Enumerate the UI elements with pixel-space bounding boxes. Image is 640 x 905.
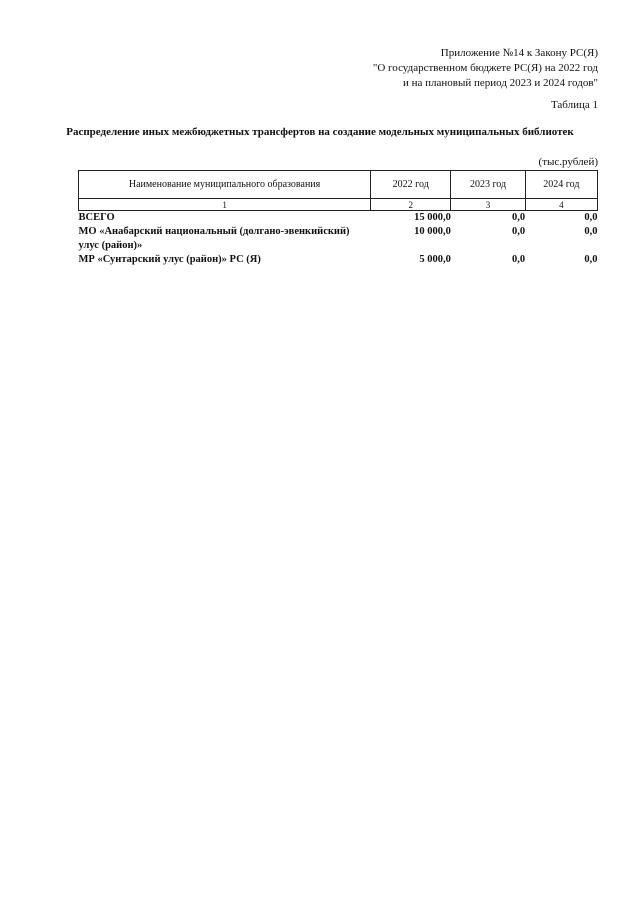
value-2024: 0,0 bbox=[584, 226, 598, 237]
column-header-2023: 2023 год bbox=[451, 171, 525, 199]
header-line-2: "О государственном бюджете РС(Я) на 2022 год bbox=[372, 62, 598, 74]
law-annex-header bbox=[373, 46, 598, 91]
column-number-2: 2 bbox=[371, 199, 451, 211]
column-number-row bbox=[79, 199, 598, 211]
value-2022: 5 000,0 bbox=[419, 254, 451, 265]
value-2023: 0,0 bbox=[512, 226, 526, 237]
column-header-name: Наименование муниципального образования bbox=[79, 171, 371, 199]
value-2022: 10 000,0 bbox=[414, 226, 451, 237]
value-2024: 0,0 bbox=[584, 212, 598, 223]
value-2024: 0,0 bbox=[584, 254, 598, 265]
row-name: ВСЕГО bbox=[78, 212, 115, 223]
header-line-3: и на плановый период 2023 и 2024 годов" bbox=[402, 77, 598, 89]
value-2022: 15 000,0 bbox=[414, 212, 451, 223]
document-title: Распределение иных межбюджетных трансфертов на создание модельных муниципальных библиотек bbox=[66, 126, 574, 138]
table-number: Таблица 1 bbox=[550, 99, 598, 111]
units-label: (тыс.рублей) bbox=[538, 156, 598, 168]
value-2023: 0,0 bbox=[512, 254, 526, 265]
table-row-suntar bbox=[79, 253, 598, 267]
column-number-4: 4 bbox=[525, 199, 597, 211]
header-line-1: Приложение №14 к Закону РС(Я) bbox=[440, 47, 598, 59]
table-header-row bbox=[79, 171, 598, 199]
row-name: МО «Анабарский национальный (долгано-эвенкийский) улус (район)» bbox=[78, 226, 350, 251]
value-2023: 0,0 bbox=[512, 212, 526, 223]
column-header-2024: 2024 год bbox=[525, 171, 597, 199]
table-row-anabar bbox=[79, 225, 598, 253]
column-number-1: 1 bbox=[79, 199, 371, 211]
column-header-2022: 2022 год bbox=[371, 171, 451, 199]
table-row-total bbox=[79, 211, 598, 226]
transfers-table bbox=[78, 170, 598, 267]
row-name: МР «Сунтарский улус (район)» РС (Я) bbox=[78, 254, 261, 265]
column-number-3: 3 bbox=[451, 199, 525, 211]
